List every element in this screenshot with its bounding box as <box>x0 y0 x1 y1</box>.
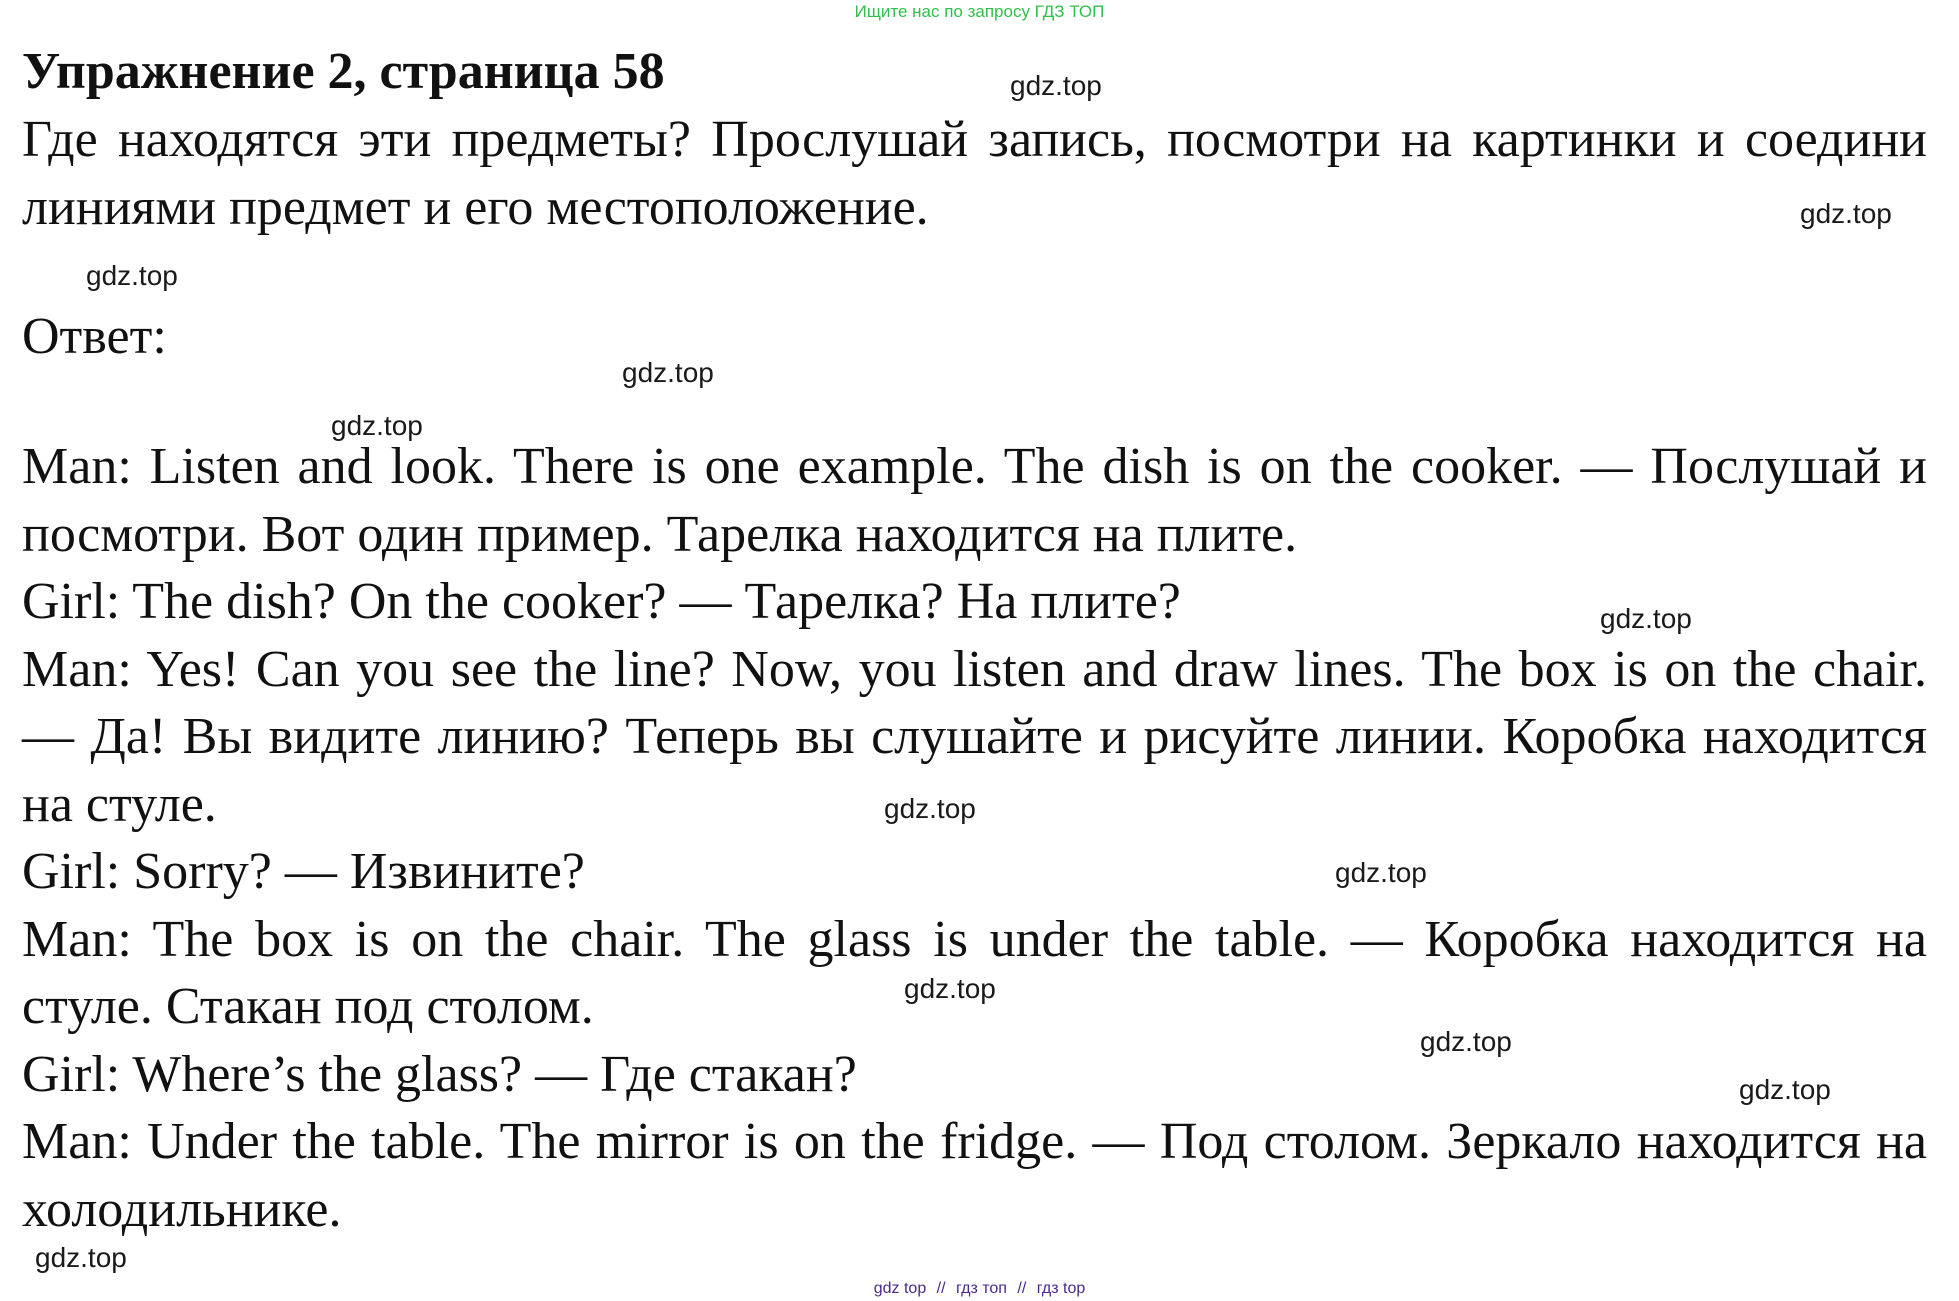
dialogue-line: Girl: Sorry? — Извините? <box>22 843 585 900</box>
watermark: gdz.top <box>1335 857 1427 888</box>
footer-links <box>0 1280 1959 1298</box>
dialogue-line: Girl: The dish? On the cooker? — Тарелка? На плите? <box>22 573 1181 630</box>
dialogue-line: Man: The box is on the chair. The glass is under the table. — Коробка находится на стуле. Стакан под столом. <box>22 910 1927 1035</box>
footer-link-gdz-top-mixed[interactable]: гдз top <box>1036 1280 1086 1297</box>
watermark: gdz.top <box>622 357 714 388</box>
watermark: gdz.top <box>86 260 178 291</box>
dialogue-line: Man: Under the table. The mirror is on the fridge. — Под столом. Зеркало находится на холодильнике. <box>22 1113 1927 1238</box>
watermark: gdz.top <box>1739 1074 1831 1105</box>
answer-label: Ответ: <box>22 308 167 365</box>
dialogue <box>22 433 1927 1243</box>
document-body <box>22 38 1927 1243</box>
footer-separator: // <box>936 1280 946 1297</box>
task-text: Где находятся эти предметы? Прослушай запись, посмотри на картинки и соедини линиями предмет и его местоположение. <box>22 111 1927 236</box>
dialogue-line: Man: Yes! Can you see the line? Now, you listen and draw lines. The box is on the chair. — Да! Вы видите линию? Теперь вы слушайте и рисуйте линии. Коробка находится на стуле. <box>22 640 1927 833</box>
footer-link-gdz-top[interactable]: gdz top <box>873 1280 927 1297</box>
watermark: gdz.top <box>1420 1026 1512 1057</box>
footer-link-gdz-top-ru[interactable]: гдз топ <box>956 1280 1007 1297</box>
watermark: gdz.top <box>884 793 976 824</box>
watermark: gdz.top <box>35 1242 127 1273</box>
watermark: gdz.top <box>904 973 996 1004</box>
dialogue-line: Man: Listen and look. There is one example. The dish is on the cooker. — Послушай и посмотри. Вот один пример. Тарелка находится на плите. <box>22 438 1927 563</box>
watermark: gdz.top <box>1010 70 1102 101</box>
watermark: gdz.top <box>331 410 423 441</box>
footer-separator: // <box>1017 1280 1027 1297</box>
exercise-title: Упражнение 2, страница 58 <box>22 43 665 100</box>
watermark: gdz.top <box>1600 603 1692 634</box>
search-hint-link[interactable]: Ищите нас по запросу ГДЗ ТОП <box>854 2 1105 21</box>
watermark: gdz.top <box>1800 198 1892 229</box>
dialogue-line: Girl: Where’s the glass? — Где стакан? <box>22 1045 857 1103</box>
